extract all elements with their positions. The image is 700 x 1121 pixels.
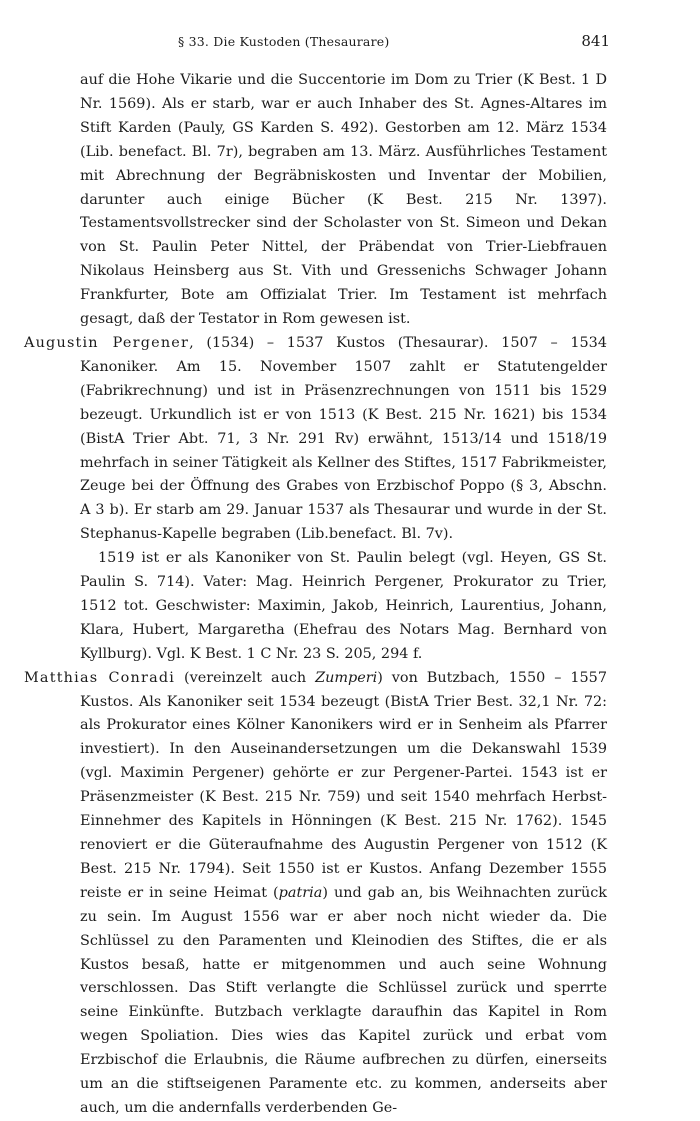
entry-italic-term: patria	[278, 884, 323, 901]
entry-name: Matthias Conradi	[24, 669, 176, 686]
entry-text-part: (vereinzelt auch	[175, 669, 316, 686]
entry-augustin-pergener	[24, 332, 607, 547]
page-number: 841	[581, 32, 610, 50]
entry-italic-term: Zumperi	[315, 669, 378, 686]
entry-text-part: ) von Butzbach, 1550 – 1557 Kustos. Als Kanoniker seit 1534 bezeugt (BistA Trier Best. 32,1 Nr. 72: als Prokurator eines Kölner Kanonikers wird er in Senheim als Pfarrer investiert). In den Auseinandersetzungen um die Dekanswahl 1539 (vgl. Maximin Pergener) gehörte er zur Pergener-Partei. 1543 ist er Präsenzmeister (K Best. 215 Nr. 759) und seit 1540 mehrfach Herbst-Einnehmer des Kapitels in Hönningen (K Best. 215 Nr. 1762). 1545 renoviert er die Güteraufnahme des Augustin Pergener von 1512 (K Best. 215 Nr. 1794). Seit 1550 ist er Kustos. Anfang Dezember 1555 reiste er in seine Heimat (	[80, 669, 607, 901]
entry-subparagraph: 1519 ist er als Kanoniker von St. Paulin belegt (vgl. Heyen, GS St. Paulin S. 714). Vater: Mag. Heinrich Pergener, Prokurator zu Trier, 1512 tot. Geschwister: Maximin, Jakob, Heinrich, Laurentius, Johann, Klara, Hubert, Margaretha (Ehefrau des Notars Mag. Bernhard von Kyllburg). Vgl. K Best. 1 C Nr. 23 S. 205, 294 f.	[80, 550, 607, 662]
entry-text-part: ) und gab an, bis Weihnachten zurück zu sein. Im August 1556 war er aber noch nicht wieder da. Die Schlüssel zu den Paramenten und Kleinodien des Stiftes, die er als Kustos besaß, hatte er mitgenommen und auch seine Wohnung verschlossen. Das Stift verlangte die Schlüssel zurück und sperrte seine Einkünfte. Butzbach verklagte daraufhin das Kapitel in Rom wegen Spoliation. Dies wies das Kapitel zurück und erbat vom Erzbischof die Erlaubnis, die Räume aufbrechen zu dürfen, einerseits um an die stiftseigenen Paramente etc. zu kommen, anderseits aber auch, um die andernfalls verderbenden Ge-	[80, 884, 607, 1116]
running-title: § 33. Die Kustoden (Thesaurare)	[178, 34, 390, 49]
entry-continuation-paragraph: auf die Hohe Vikarie und die Succentorie im Dom zu Trier (K Best. 1 D Nr. 1569). Als er starb, war er auch Inhaber des St. Agnes-Altares im Stift Karden (Pauly, GS Karden S. 492). Gestorben am 12. März 1534 (Lib. benefact. Bl. 7r), begraben am 13. März. Ausführliches Testament mit Abrechnung der Begräbniskosten und Inventar der Mobilien, darunter auch einige Bücher (K Best. 215 Nr. 1397). Testamentsvollstrecker sind der Scholaster von St. Simeon und Dekan von St. Paulin Peter Nittel, der Präbendat von Trier-Liebfrauen Nikolaus Heinsberg aus St. Vith und Gressenichs Schwager Johann Frankfurter, Bote am Offizialat Trier. Im Testament ist mehrfach gesagt, daß der Testator in Rom gewesen ist.	[80, 72, 607, 328]
entry-text: , (1534) – 1537 Kustos (Thesaurar). 1507 – 1534 Kanoniker. Am 15. November 1507 zahlt er Statutengelder (Fabrikrechnung) und ist in Präsenzrechnungen von 1511 bis 1529 bezeugt. Urkundlich ist er von 1513 (K Best. 215 Nr. 1621) bis 1534 (BistA Trier Abt. 71, 3 Nr. 291 Rv) erwähnt, 1513/14 und 1518/19 mehrfach in seiner Tätigkeit als Kellner des Stiftes, 1517 Fabrikmeister, Zeuge bei der Öffnung des Grabes von Erzbischof Poppo (§ 3, Abschn. A 3 b). Er starb am 29. Januar 1537 als Thesaurar und wurde in der St. Stephanus-Kapelle begraben (Lib.benefact. Bl. 7v).	[80, 334, 607, 543]
entry-name: Augustin Pergener	[24, 334, 190, 351]
body-text	[24, 69, 607, 1121]
page-header	[60, 34, 610, 58]
entry-matthias-conradi	[24, 667, 607, 1121]
